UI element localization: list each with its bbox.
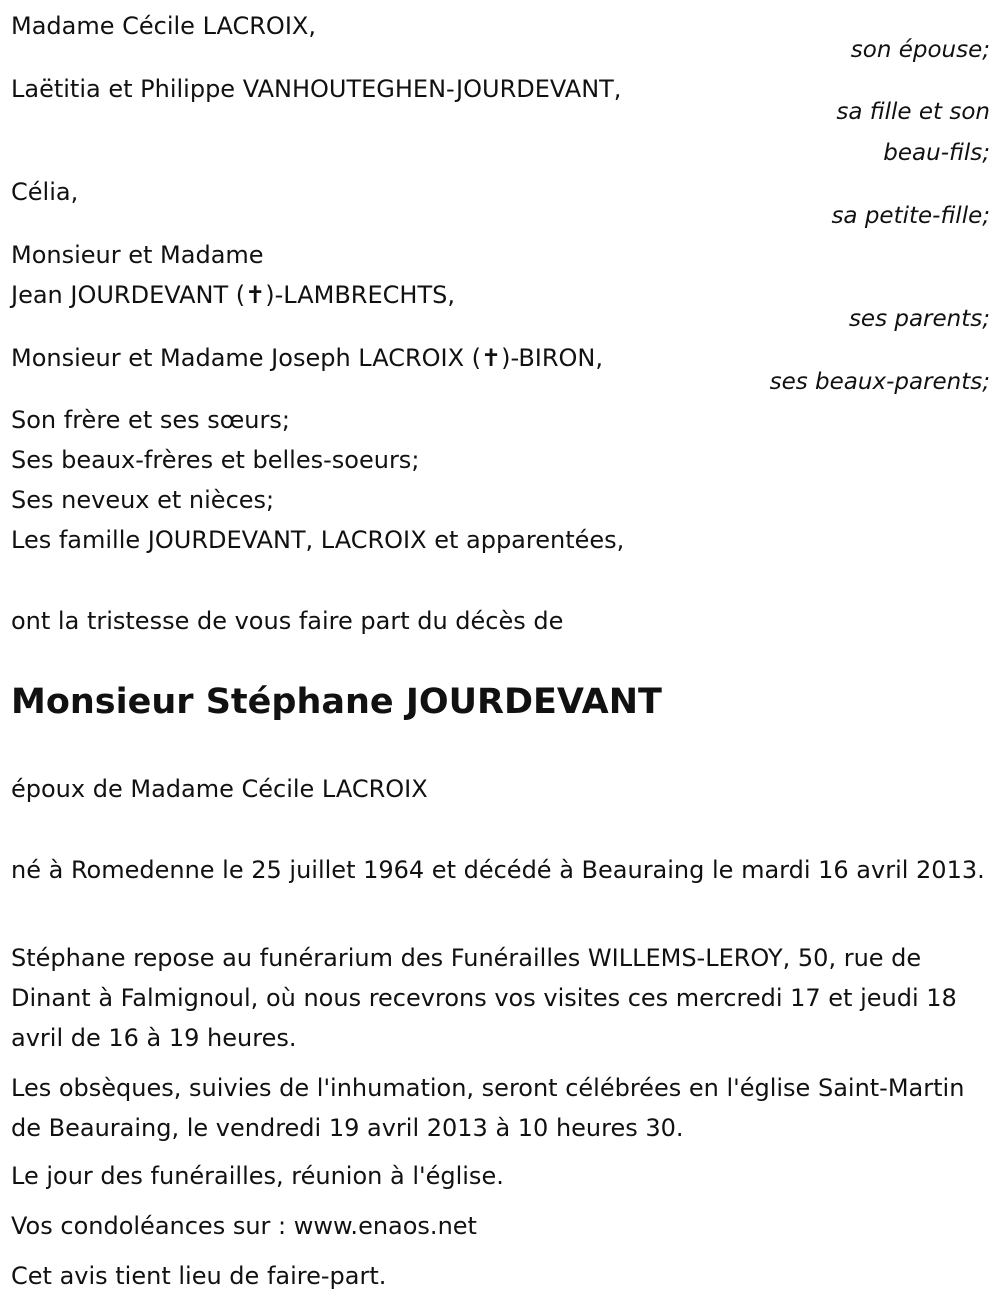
family-name-parents-line2: Jean JOURDEVANT (✝)-LAMBRECHTS,: [11, 281, 455, 309]
funerarium-paragraph: Stéphane repose au funérarium des Funérailles WILLEMS-LEROY, 50, rue de Dinant à Falmignoul, où nous recevrons vos visites ces mercredi 17 et jeudi 18 avril de 16 à 19 heures.: [11, 944, 957, 1052]
birth-death-paragraph: né à Romedenne le 25 juillet 1964 et décédé à Beauraing le mardi 16 avril 2013.: [11, 856, 985, 884]
other-relative-line: Ses beaux-frères et belles-soeurs;: [11, 446, 420, 474]
relation-granddaughter: sa petite-fille;: [831, 203, 990, 229]
family-name-parents-line1: Monsieur et Madame: [11, 241, 264, 269]
family-name-granddaughter: Célia,: [11, 178, 79, 206]
family-name-daughter: Laëtitia et Philippe VANHOUTEGHEN-JOURDEVANT,: [11, 75, 622, 103]
relation-daughter-line1: sa fille et son: [836, 99, 990, 125]
announcement-text: ont la tristesse de vous faire part du décès de: [11, 607, 564, 635]
family-name-in-laws: Monsieur et Madame Joseph LACROIX (✝)-BIRON,: [11, 344, 604, 372]
other-relative-line: Les famille JOURDEVANT, LACROIX et apparentées,: [11, 526, 625, 554]
funeral-paragraph: Les obsèques, suivies de l'inhumation, seront célébrées en l'église Saint-Martin de Beauraing, le vendredi 19 avril 2013 à 10 heures 30.: [11, 1074, 965, 1142]
other-relative-line: Ses neveux et nièces;: [11, 486, 275, 514]
meeting-paragraph: Le jour des funérailles, réunion à l'église.: [11, 1162, 504, 1190]
relation-in-laws: ses beaux-parents;: [769, 369, 990, 395]
family-name-spouse: Madame Cécile LACROIX,: [11, 12, 316, 40]
relation-spouse: son épouse;: [850, 37, 990, 63]
other-relative-line: Son frère et ses sœurs;: [11, 406, 290, 434]
spouse-line: époux de Madame Cécile LACROIX: [11, 775, 428, 803]
deceased-name: Monsieur Stéphane JOURDEVANT: [11, 682, 662, 722]
condolences-paragraph: Vos condoléances sur : www.enaos.net: [11, 1212, 477, 1240]
notice-paragraph: Cet avis tient lieu de faire-part.: [11, 1262, 387, 1290]
relation-parents: ses parents;: [848, 306, 990, 332]
relation-daughter-line2: beau-fils;: [883, 140, 990, 166]
